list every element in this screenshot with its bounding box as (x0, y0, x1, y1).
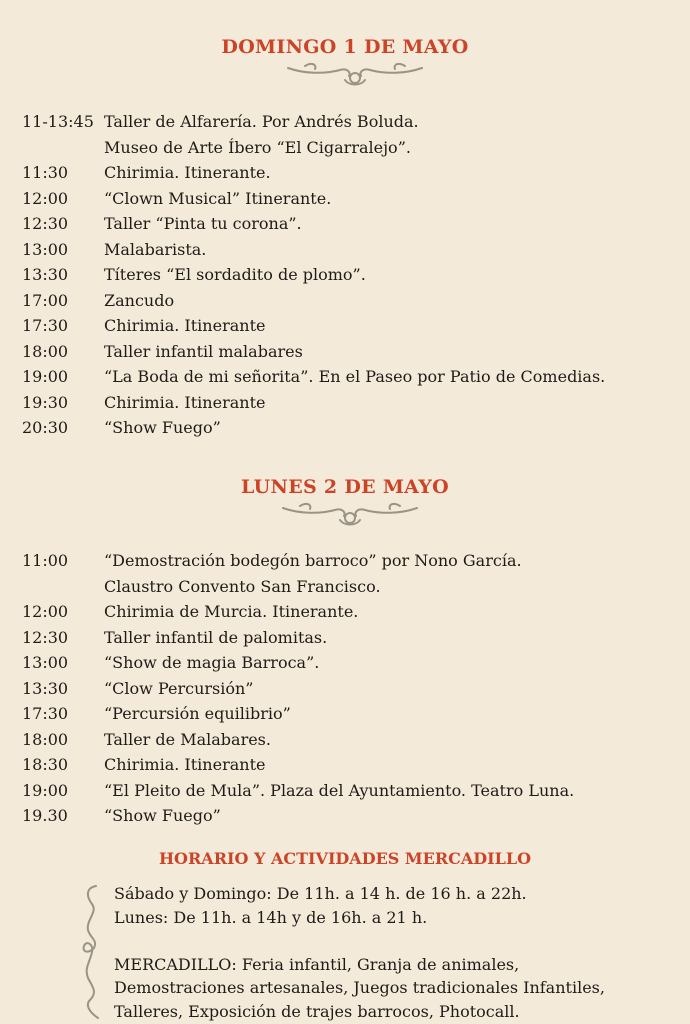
event-time: 12:00 (22, 188, 69, 208)
ornament-divider-day1 (285, 60, 425, 88)
event-description: Taller de Alfarería. Por Andrés Boluda. (104, 112, 419, 131)
event-description: Chirimia. Itinerante. (104, 163, 271, 182)
event-time: 17:30 (22, 704, 69, 723)
schedule-row (22, 262, 682, 288)
event-description: Taller infantil de palomitas. (104, 627, 328, 647)
schedule-row (22, 313, 682, 339)
market-hours-weekend: Sábado y Domingo: De 11h. a 14 h. de 16 h. a 22h. (114, 884, 527, 903)
event-time: 13:30 (22, 265, 69, 284)
event-description: Chirimia. Itinerante (104, 755, 266, 774)
market-spacer (114, 929, 684, 953)
event-time: 17:00 (22, 290, 69, 310)
event-description: “Show Fuego” (104, 806, 221, 825)
schedule-row (22, 109, 682, 135)
market-activities-line: MERCADILLO: Feria infantil, Granja de animales, (114, 954, 520, 974)
curly-bracket-ornament (78, 882, 104, 1022)
market-title: HORARIO Y ACTIVIDADES MERCADILLO (158, 849, 532, 868)
day1-schedule (22, 109, 682, 441)
schedule-row (22, 135, 682, 161)
event-description: Taller de Malabares. (104, 729, 271, 749)
event-time: 12:00 (22, 602, 69, 621)
event-time: 19:00 (22, 367, 69, 386)
event-time: 18:30 (22, 755, 69, 774)
schedule-row (22, 237, 682, 263)
event-time: 13:30 (22, 678, 69, 698)
schedule-row (22, 211, 682, 237)
schedule-row (22, 288, 682, 314)
schedule-row (22, 803, 682, 829)
event-description: “Show Fuego” (104, 418, 221, 437)
event-description: Malabarista. (104, 239, 207, 259)
market-hours-monday: Lunes: De 11h. a 14h y de 16h. a 21 h. (114, 907, 428, 927)
event-description: “Percursión equilibrio” (104, 704, 291, 723)
event-time: 11:00 (22, 551, 69, 570)
event-time: 18:00 (22, 341, 69, 361)
event-time: 18:00 (22, 729, 69, 749)
market-info (114, 882, 684, 1023)
schedule-row (22, 650, 682, 676)
schedule-row (22, 390, 682, 416)
event-description: Claustro Convento San Francisco. (104, 576, 381, 596)
schedule-row (22, 574, 682, 600)
event-description: Chirimia de Murcia. Itinerante. (104, 602, 359, 621)
event-description: “Clow Percursión” (104, 678, 254, 698)
event-time: 13:00 (22, 653, 69, 672)
event-description: Taller “Pinta tu corona”. (104, 214, 302, 233)
schedule-row (22, 339, 682, 365)
event-description: Zancudo (104, 290, 175, 310)
event-time: 12:30 (22, 627, 69, 647)
schedule-row (22, 599, 682, 625)
event-time: 12:30 (22, 214, 69, 233)
schedule-row (22, 415, 682, 441)
schedule-row (22, 160, 682, 186)
event-description: “Clown Musical” Itinerante. (104, 188, 332, 208)
schedule-row (22, 186, 682, 212)
event-time: 19:00 (22, 780, 69, 800)
event-description: “Demostración bodegón barroco” por Nono García. (104, 551, 522, 570)
market-activities-line: Demostraciones artesanales, Juegos tradicionales Infantiles, (114, 978, 605, 997)
event-description: Títeres “El sordadito de plomo”. (104, 265, 366, 284)
event-description: “El Pleito de Mula”. Plaza del Ayuntamiento. Teatro Luna. (104, 780, 575, 800)
event-description: “Show de magia Barroca”. (104, 653, 320, 672)
event-time: 17:30 (22, 316, 69, 335)
schedule-row (22, 548, 682, 574)
schedule-row (22, 625, 682, 651)
event-description: Taller infantil malabares (104, 341, 303, 361)
event-description: Chirimia. Itinerante (104, 392, 266, 412)
schedule-row (22, 701, 682, 727)
schedule-row (22, 364, 682, 390)
day2-title: LUNES 2 DE MAYO (241, 476, 449, 498)
event-time: 11:30 (22, 163, 69, 182)
schedule-row (22, 778, 682, 804)
event-description: “La Boda de mi señorita”. En el Paseo por Patio de Comedias. (104, 367, 606, 386)
day1-title: DOMINGO 1 DE MAYO (221, 36, 469, 58)
event-time: 13:00 (22, 239, 69, 259)
event-description: Chirimia. Itinerante (104, 316, 266, 335)
event-time: 20:30 (22, 418, 69, 437)
event-time: 19.30 (22, 806, 68, 825)
event-time: 11-13:45 (22, 112, 94, 131)
event-description: Museo de Arte Íbero “El Cigarralejo”. (104, 137, 411, 157)
schedule-row (22, 727, 682, 753)
ornament-divider-day2 (280, 500, 420, 528)
schedule-row (22, 676, 682, 702)
event-time (22, 135, 104, 161)
schedule-row (22, 752, 682, 778)
event-time: 19:30 (22, 392, 69, 412)
market-activities-line: Talleres, Exposición de trajes barrocos, Photocall. (114, 1001, 520, 1021)
day2-schedule (22, 548, 682, 829)
event-time (22, 574, 104, 600)
